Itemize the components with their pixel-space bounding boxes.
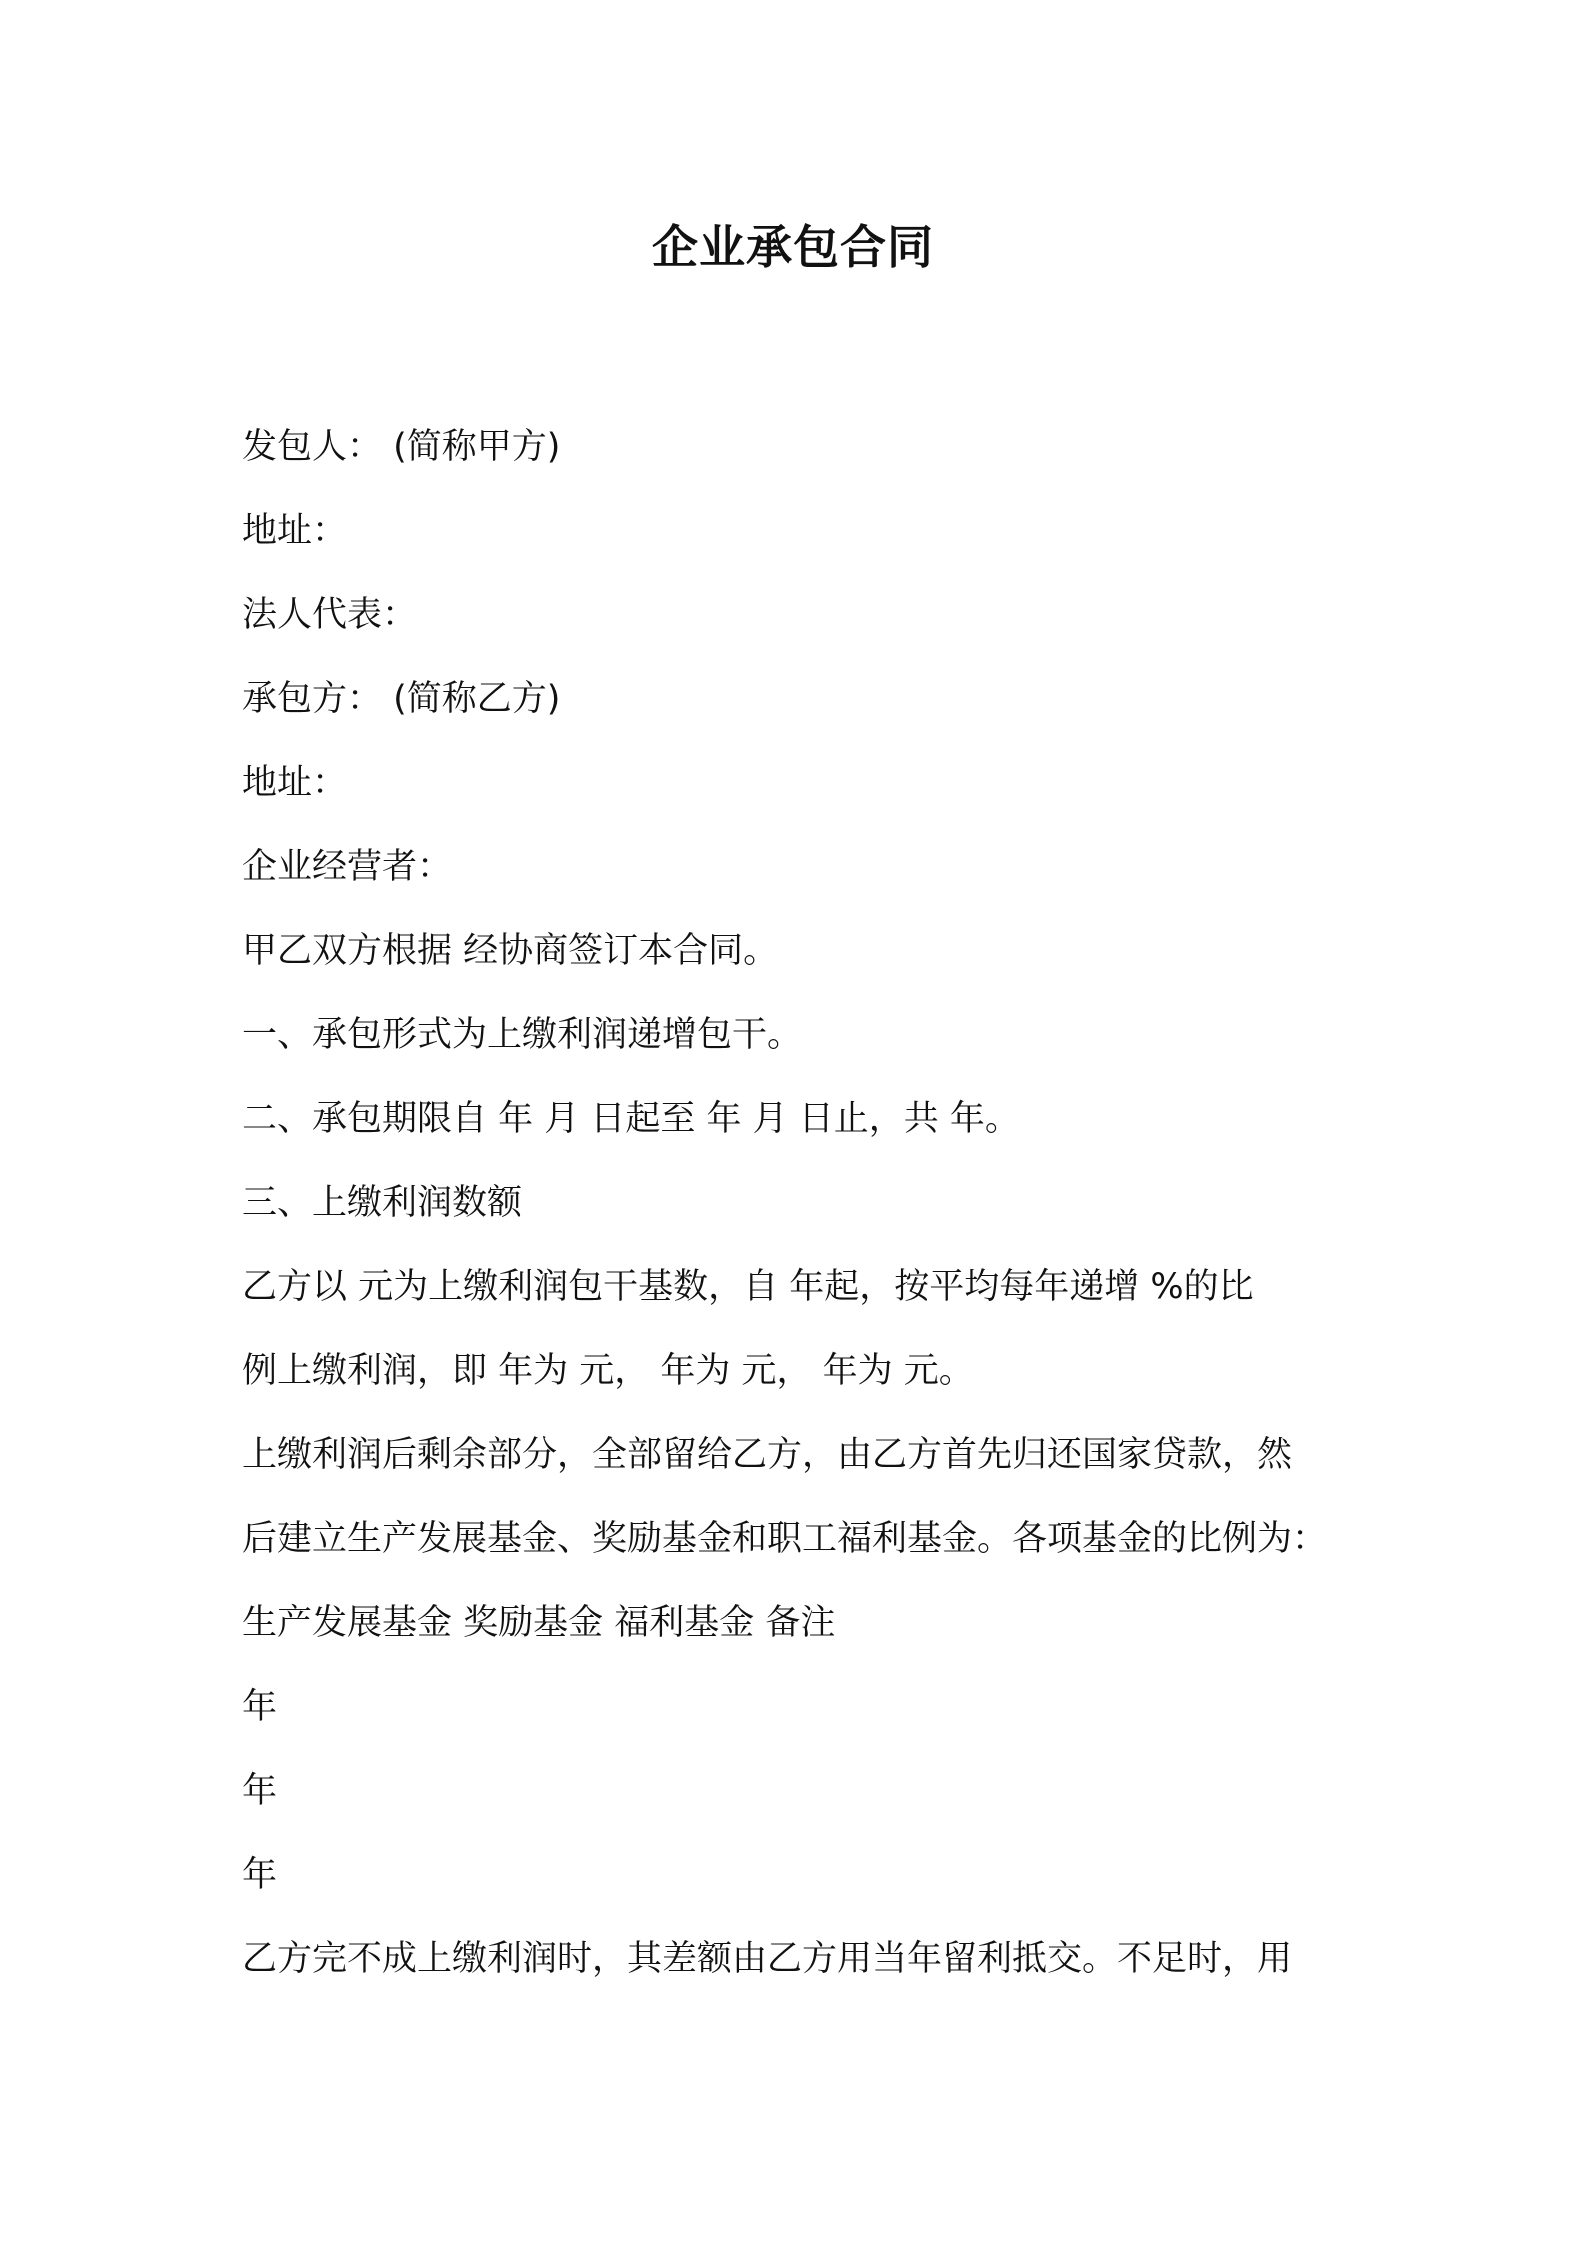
line-contractor-address: 地址： bbox=[242, 763, 348, 803]
line-remainder-b: 后建立生产发展基金、奖励基金和职工福利基金。各项基金的比例为： bbox=[242, 1519, 1328, 1559]
document-title: 企业承包合同 bbox=[652, 220, 934, 274]
line-clause-3-heading: 三、上缴利润数额 bbox=[242, 1183, 523, 1223]
line-clause-3-text-a: 乙方以 元为上缴利润包干基数，自 年起，按平均每年递增 %的比 bbox=[242, 1267, 1254, 1307]
line-year-row-1: 年 bbox=[242, 1687, 278, 1727]
line-remainder-a: 上缴利润后剩余部分，全部留给乙方，由乙方首先归还国家贷款，然 bbox=[242, 1435, 1293, 1475]
line-preamble: 甲乙双方根据 经协商签订本合同。 bbox=[242, 931, 779, 971]
line-issuer-address: 地址： bbox=[242, 511, 348, 551]
line-legal-representative: 法人代表： bbox=[242, 595, 418, 635]
line-enterprise-operator: 企业经营者： bbox=[242, 847, 453, 887]
line-contractor: 承包方： (简称乙方) bbox=[242, 679, 561, 719]
line-issuer: 发包人： (简称甲方) bbox=[242, 427, 561, 467]
line-clause-1: 一、承包形式为上缴利润递增包干。 bbox=[242, 1015, 803, 1055]
document-body bbox=[242, 405, 1352, 2001]
line-shortfall: 乙方完不成上缴利润时，其差额由乙方用当年留利抵交。不足时，用 bbox=[242, 1939, 1293, 1979]
line-year-row-3: 年 bbox=[242, 1855, 278, 1895]
line-year-row-2: 年 bbox=[242, 1771, 278, 1811]
line-clause-2: 二、承包期限自 年 月 日起至 年 月 日止，共 年。 bbox=[242, 1099, 1020, 1139]
line-clause-3-text-b: 例上缴利润，即 年为 元， 年为 元， 年为 元。 bbox=[242, 1351, 974, 1391]
line-fund-headers: 生产发展基金 奖励基金 福利基金 备注 bbox=[242, 1603, 836, 1643]
